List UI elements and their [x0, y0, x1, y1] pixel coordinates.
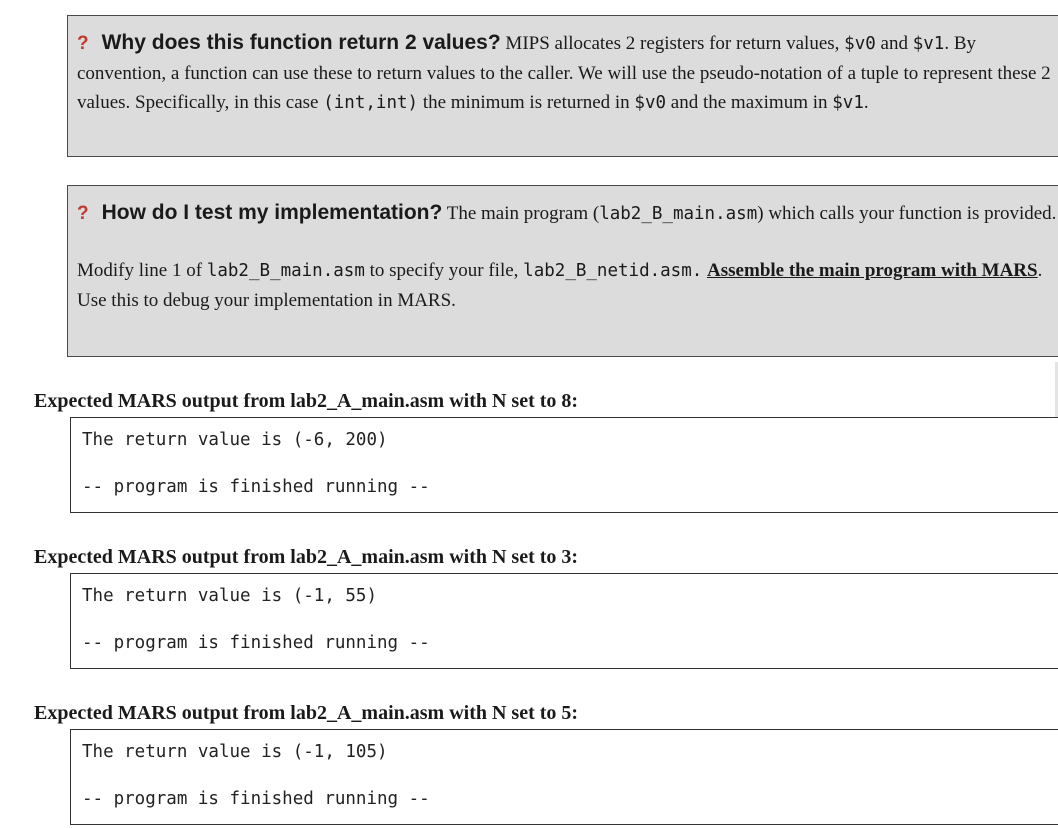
- return-values-callout: [67, 15, 1058, 157]
- output-box: [70, 573, 1058, 669]
- main-file-name: lab2_B_main.asm: [599, 204, 758, 224]
- main-file-name: lab2_B_main.asm: [206, 261, 365, 281]
- output-line: The return value is (-6, 200): [82, 430, 388, 450]
- expected-output-heading: Expected MARS output from lab2_A_main.asm with N set to 5:: [34, 702, 579, 724]
- expected-output-heading: Expected MARS output from lab2_A_main.asm with N set to 3:: [34, 546, 579, 568]
- callout-text: . Use this to debug your implementation in MARS.: [77, 260, 1043, 311]
- callout-text: . By convention, a function can use these to return values to the caller. We will use the pseudo-notation of a tuple to represent these 2 values. Specifically, in this case: [77, 33, 1051, 113]
- output-box: [70, 729, 1058, 825]
- output-box: [70, 417, 1058, 513]
- callout-text: the minimum is returned in: [418, 92, 635, 113]
- callout-text: and: [875, 33, 913, 54]
- question-mark-icon: ?: [77, 203, 89, 224]
- assemble-with-mars-link[interactable]: Assemble the main program with MARS: [707, 260, 1038, 281]
- callout-text: .: [863, 92, 869, 113]
- testing-callout: [67, 185, 1058, 357]
- output-line: -- program is finished running --: [82, 789, 430, 809]
- callout-text: ) which calls your function is provided.: [757, 203, 1057, 224]
- callout-text: to specify your file,: [364, 260, 524, 281]
- expected-output-heading: Expected MARS output from lab2_A_main.asm with N set to 8:: [34, 390, 579, 412]
- register-v1: $v1: [912, 34, 945, 54]
- question-mark-icon: ?: [77, 33, 89, 54]
- tuple-notation: (int,int): [323, 93, 419, 113]
- callout-title: Why does this function return 2 values?: [101, 31, 501, 54]
- callout-text: and the maximum in: [666, 92, 833, 113]
- output-line: -- program is finished running --: [82, 477, 430, 497]
- register-v0: $v0: [634, 93, 667, 113]
- callout-title: How do I test my implementation?: [101, 201, 443, 224]
- output-line: The return value is (-1, 55): [82, 586, 378, 606]
- register-v1: $v1: [832, 93, 864, 113]
- register-v0: $v0: [844, 34, 876, 54]
- netid-file-name: lab2_B_netid.asm.: [523, 261, 703, 281]
- output-line: -- program is finished running --: [82, 633, 430, 653]
- output-line: The return value is (-1, 105): [82, 742, 388, 762]
- callout-text: The main program (: [442, 203, 600, 224]
- callout-text: Modify line 1 of: [77, 260, 207, 281]
- callout-text: MIPS allocates 2 registers for return values,: [500, 33, 845, 54]
